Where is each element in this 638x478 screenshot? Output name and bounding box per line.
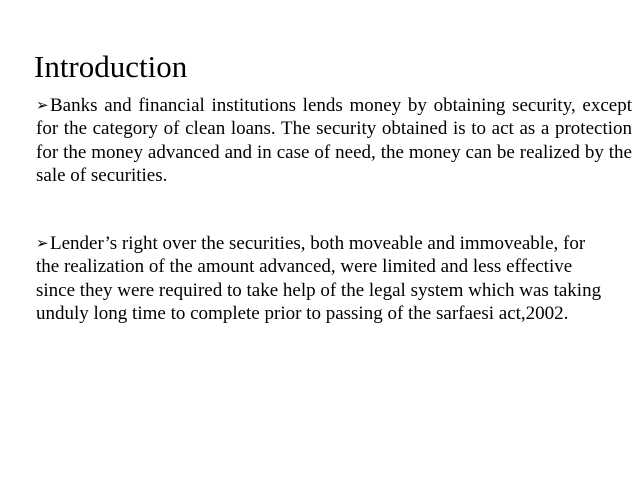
bullet-point <box>36 232 606 326</box>
arrow-bullet-icon: ➢ <box>36 96 49 114</box>
arrow-bullet-icon: ➢ <box>36 234 49 252</box>
bullet-text: Banks and financial institutions lends money by obtaining security, except for the category of clean loans. The security obtained is to act as a protection for the money advanced and in case of need, the money can be realized by the sale of securities. <box>36 95 632 187</box>
bullet-point <box>36 94 632 188</box>
slide-title: Introduction <box>34 49 188 84</box>
bullet-text: Lender’s right over the securities, both moveable and immoveable, for the realization of the amount advanced, were limited and less effective since they were required to take help of the legal system which was taking unduly long time to complete prior to passing of the sarfaesi act,2002. <box>36 233 602 325</box>
